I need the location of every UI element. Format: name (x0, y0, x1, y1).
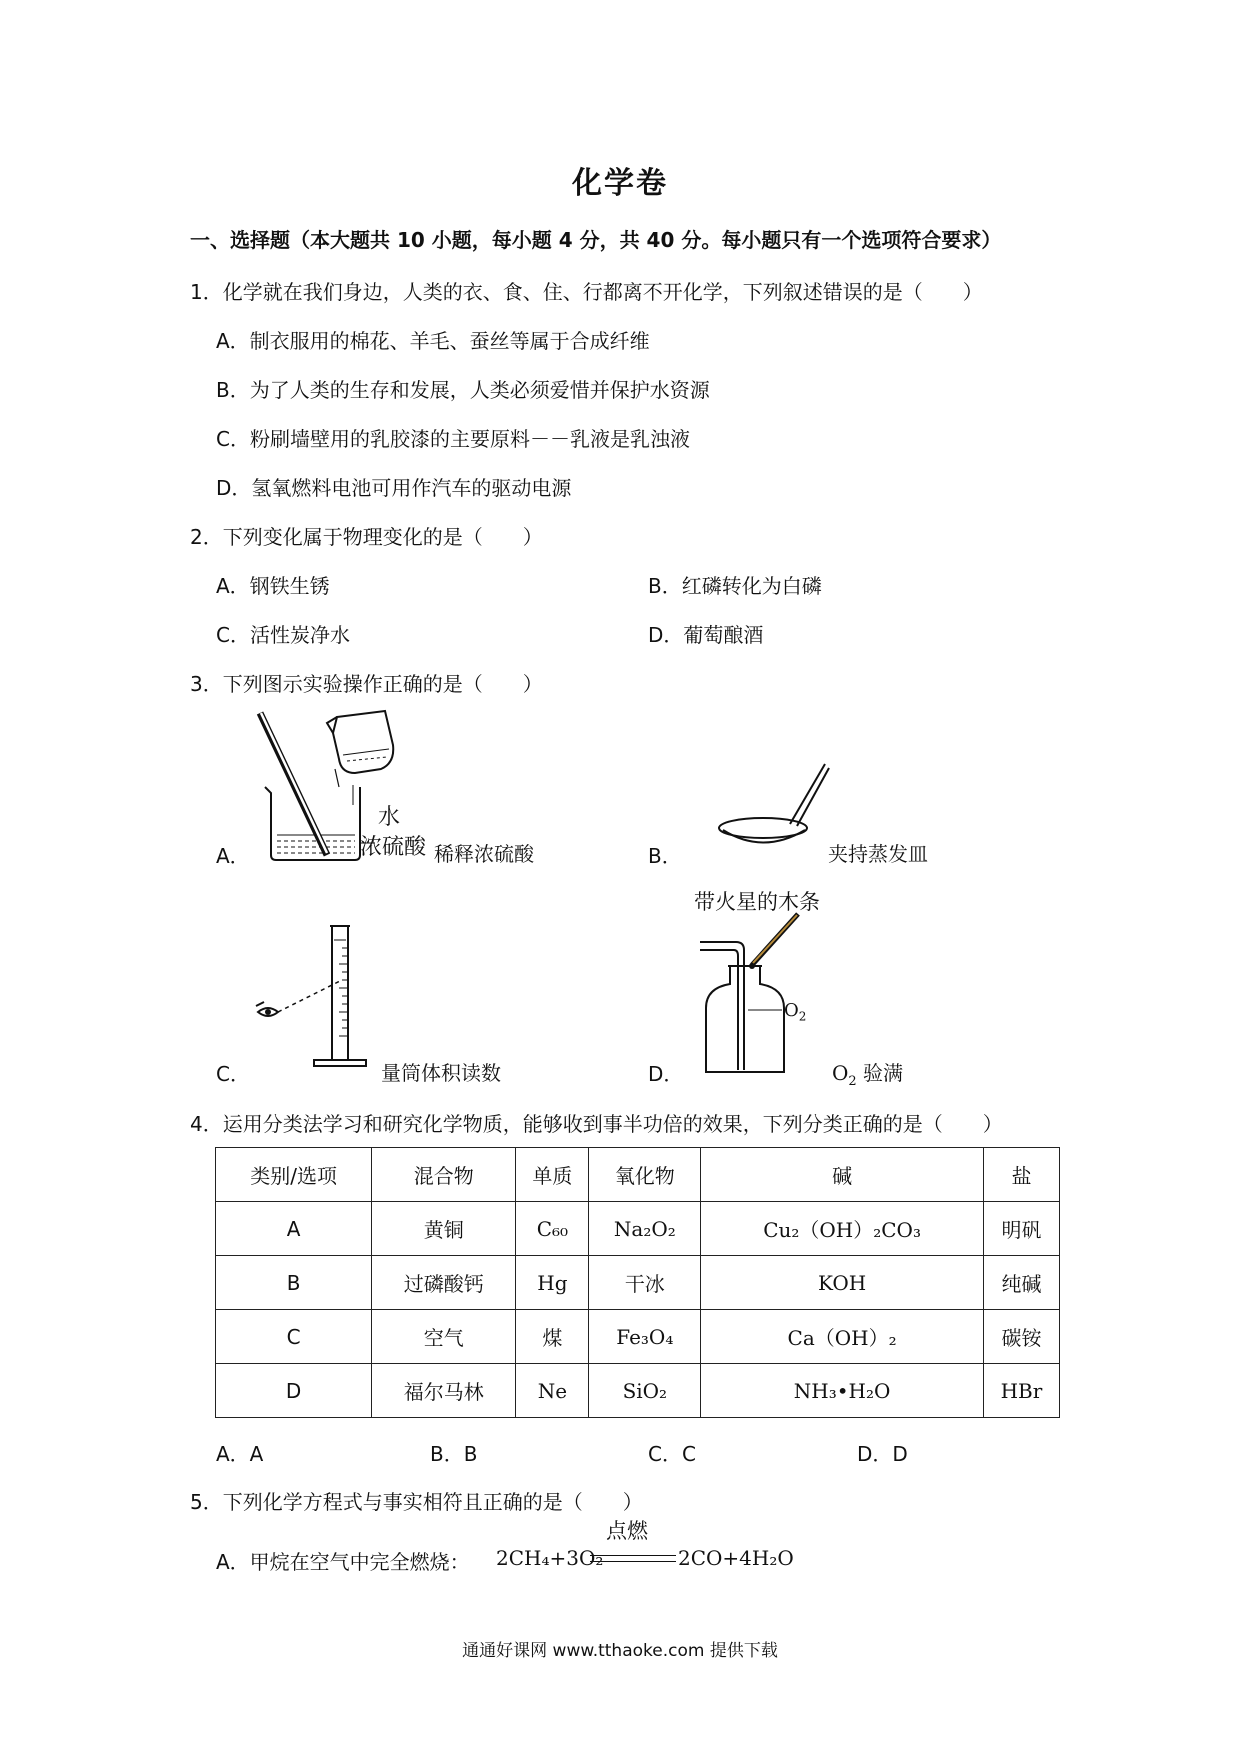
question-3-option-c-letter: C． (216, 1062, 250, 1086)
question-2-stem: 2．下列变化属于物理变化的是（ ） (190, 525, 543, 549)
question-1-option-d: D．氢氧燃料电池可用作汽车的驱动电源 (216, 476, 572, 500)
table-cell: 纯碱 (983, 1256, 1059, 1310)
question-4-answer-a: A．A (216, 1442, 264, 1466)
equation-reactants: 2CH₄+3O₂ (496, 1546, 604, 1570)
question-3-option-b-letter: B． (648, 844, 682, 868)
section-heading: 一、选择题（本大题共 10 小题，每小题 4 分，共 40 分。每小题只有一个选项符合要求） (190, 228, 1002, 252)
question-4-answer-b: B．B (430, 1442, 478, 1466)
question-2-option-d: D．葡萄酿酒 (648, 623, 764, 647)
conc-acid-label: 浓硫酸 (360, 835, 427, 860)
table-header-cell: 碱 (701, 1148, 984, 1202)
table-row (216, 1310, 1060, 1364)
question-4-stem: 4．运用分类法学习和研究化学物质，能够收到事半功倍的效果，下列分类正确的是（ ） (190, 1112, 1003, 1136)
table-row (216, 1364, 1060, 1418)
equation-arrow-line-top (590, 1555, 676, 1556)
table-cell: C (216, 1310, 372, 1364)
table-cell: HBr (983, 1364, 1059, 1418)
table-cell: D (216, 1364, 372, 1418)
oxygen-bottle-illustration (700, 910, 810, 1080)
glowing-splint-label: 带火星的木条 (694, 890, 820, 914)
table-header-cell: 氧化物 (589, 1148, 701, 1202)
question-1-stem: 1．化学就在我们身边，人类的衣、食、住、行都离不开化学，下列叙述错误的是（ ） (190, 280, 983, 304)
equation-condition: 点燃 (606, 1519, 648, 1543)
question-1-option-b: B．为了人类的生存和发展，人类必须爱惜并保护水资源 (216, 378, 710, 402)
table-row (216, 1256, 1060, 1310)
question-2-option-b: B．红磷转化为白磷 (648, 574, 822, 598)
table-header-cell: 类别/选项 (216, 1148, 372, 1202)
dilute-acid-caption: 稀释浓硫酸 (434, 842, 534, 866)
equation-arrow-line-bottom (590, 1561, 676, 1562)
table-cell: 干冰 (589, 1256, 701, 1310)
question-5-option-a-text: A．甲烷在空气中完全燃烧： (216, 1550, 470, 1574)
table-cell: 黄铜 (372, 1202, 516, 1256)
table-cell: SiO₂ (589, 1364, 701, 1418)
cylinder-reading-caption: 量筒体积读数 (381, 1061, 501, 1085)
question-3-stem: 3．下列图示实验操作正确的是（ ） (190, 672, 543, 696)
question-5-stem: 5．下列化学方程式与事实相符且正确的是（ ） (190, 1490, 643, 1514)
water-label: 水 (378, 805, 401, 830)
page-title: 化学卷 (572, 166, 668, 201)
page-footer: 通通好课网 www.tthaoke.com 提供下载 (462, 1641, 778, 1661)
table-cell: C₆₀ (516, 1202, 589, 1256)
table-cell: Cu₂（OH）₂CO₃ (701, 1202, 984, 1256)
table-header-cell: 盐 (983, 1148, 1059, 1202)
bottle-gas-label: $O_2$ (784, 1000, 807, 1024)
table-cell: Na₂O₂ (589, 1202, 701, 1256)
table-cell: 煤 (516, 1310, 589, 1364)
oxygen-test-caption: $O_2$ 验满 (832, 1061, 904, 1089)
table-cell: 碳铵 (983, 1310, 1059, 1364)
question-1-option-a: A．制衣服用的棉花、羊毛、蚕丝等属于合成纤维 (216, 329, 650, 353)
table-cell: 福尔马林 (372, 1364, 516, 1418)
question-2-option-c: C．活性炭净水 (216, 623, 350, 647)
table-cell: B (216, 1256, 372, 1310)
table-cell: 空气 (372, 1310, 516, 1364)
table-row (216, 1202, 1060, 1256)
question-1-option-c: C．粉刷墙壁用的乳胶漆的主要原料－－乳液是乳浊液 (216, 427, 690, 451)
question-3-option-d-letter: D． (648, 1062, 684, 1086)
equation-products: 2CO+4H₂O (678, 1546, 794, 1570)
question-2-option-a: A．钢铁生锈 (216, 574, 330, 598)
table-header-row (216, 1148, 1060, 1202)
table-cell: 明矾 (983, 1202, 1059, 1256)
question-4-answer-c: C．C (648, 1442, 696, 1466)
evaporating-dish-caption: 夹持蒸发皿 (828, 842, 928, 866)
table-cell: Ca（OH）₂ (701, 1310, 984, 1364)
question-3-option-a-letter: A． (216, 844, 250, 868)
graduated-cylinder-illustration (250, 920, 380, 1075)
question-4-answer-d: D．D (857, 1442, 908, 1466)
classification-table (215, 1147, 1060, 1418)
table-cell: Fe₃O₄ (589, 1310, 701, 1364)
table-cell: 过磷酸钙 (372, 1256, 516, 1310)
table-cell: Hg (516, 1256, 589, 1310)
evaporating-dish-illustration (715, 760, 835, 860)
table-cell: NH₃•H₂O (701, 1364, 984, 1418)
table-header-cell: 单质 (516, 1148, 589, 1202)
table-cell: Ne (516, 1364, 589, 1418)
table-cell: KOH (701, 1256, 984, 1310)
table-cell: A (216, 1202, 372, 1256)
table-header-cell: 混合物 (372, 1148, 516, 1202)
